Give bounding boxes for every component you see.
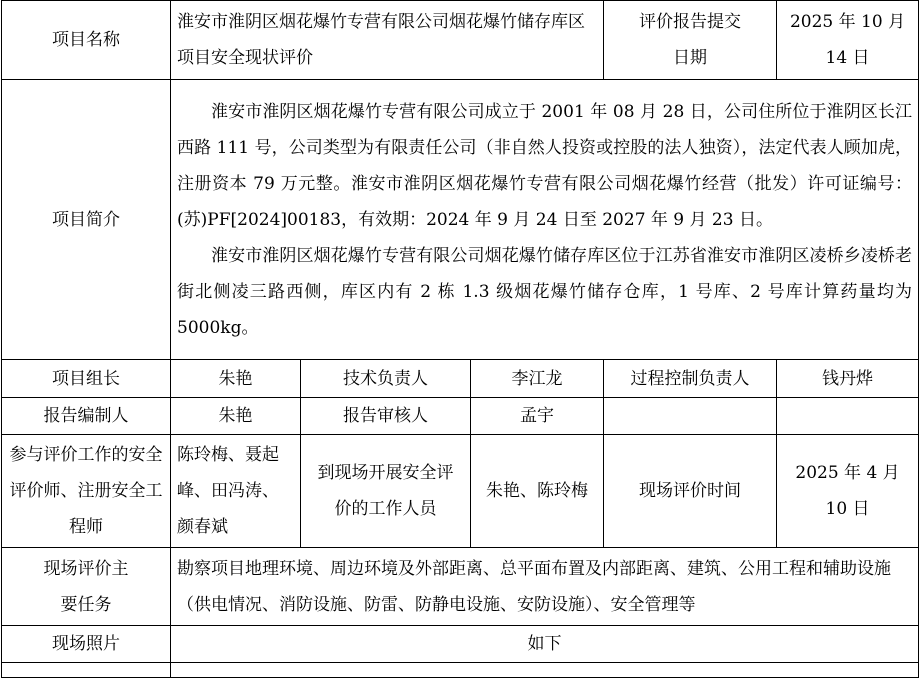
- tasks-content: 勘察项目地理环境、周边环境及外部距离、总平面布置及内部距离、建筑、公用工程和辅助设施（供电情况、消防设施、防雷、防静电设施、安防设施）、安全管理等: [171, 548, 919, 626]
- authors-row: [2, 398, 919, 435]
- empty-cell-1: [604, 398, 777, 435]
- project-intro-row: [2, 80, 919, 360]
- tech-lead-label: 技术负责人: [301, 360, 471, 398]
- onsite-staff-value: 朱艳、陈玲梅: [471, 435, 604, 548]
- intro-paragraph-1: 淮安市淮阴区烟花爆竹专营有限公司成立于 2001 年 08 月 28 日，公司住所位于淮阴区长江西路 111 号，公司类型为有限责任公司（非自然人投资或控股的法人独资），法定代表人顾加虎，注册资本 79 万元整。淮安市淮阴区烟花爆竹专营有限公司烟花爆竹经营（批发）许可证编号：(苏)PF[2024]00183，有效期：2024 年 9 月 24 日至 2027 年 9 月 23 日。: [177, 101, 913, 230]
- onsite-time-value: 2025 年 4 月 10 日: [777, 435, 919, 548]
- participants-label: 参与评价工作的安全评价师、注册安全工程师: [2, 435, 171, 548]
- project-intro-content: [171, 80, 919, 360]
- project-name-value: 淮安市淮阴区烟花爆竹专营有限公司烟花爆竹储存库区项目安全现状评价: [171, 1, 604, 80]
- photos-row: [2, 626, 919, 663]
- report-date-label: 评价报告提交日期: [604, 1, 777, 80]
- writer-value: 朱艳: [171, 398, 301, 435]
- evaluation-info-table: [1, 0, 919, 678]
- project-name-label: 项目名称: [2, 1, 171, 80]
- intro-paragraph-2: 淮安市淮阴区烟花爆竹专营有限公司烟花爆竹储存库区位于江苏省淮安市淮阴区凌桥乡凌桥老街北侧凌三路西侧，库区内有 2 栋 1.3 级烟花爆竹储存仓库，1 号库、2 号库计算药量均为 5000kg。: [177, 245, 913, 338]
- onsite-time-label: 现场评价时间: [604, 435, 777, 548]
- photos-content: 如下: [171, 626, 919, 663]
- onsite-staff-label: 到现场开展安全评价的工作人员: [301, 435, 471, 548]
- leader-label: 项目组长: [2, 360, 171, 398]
- participants-row: [2, 435, 919, 548]
- tech-lead-value: 李江龙: [471, 360, 604, 398]
- next-row-cell-2: [171, 663, 919, 678]
- project-intro-label: 项目简介: [2, 80, 171, 360]
- project-name-row: [2, 1, 919, 80]
- reviewer-label: 报告审核人: [301, 398, 471, 435]
- leader-value: 朱艳: [171, 360, 301, 398]
- participants-value: 陈玲梅、聂起峰、田冯涛、颜春斌: [171, 435, 301, 548]
- empty-cell-2: [777, 398, 919, 435]
- tasks-label: 现场评价主要任务: [2, 548, 171, 626]
- writer-label: 报告编制人: [2, 398, 171, 435]
- report-date-value: 2025 年 10 月 14 日: [777, 1, 919, 80]
- process-control-label: 过程控制负责人: [604, 360, 777, 398]
- tasks-row: [2, 548, 919, 626]
- next-row-cell-1: [2, 663, 171, 678]
- leaders-row: [2, 360, 919, 398]
- reviewer-value: 孟宇: [471, 398, 604, 435]
- process-control-value: 钱丹烨: [777, 360, 919, 398]
- next-row-partial: [2, 663, 919, 678]
- photos-label: 现场照片: [2, 626, 171, 663]
